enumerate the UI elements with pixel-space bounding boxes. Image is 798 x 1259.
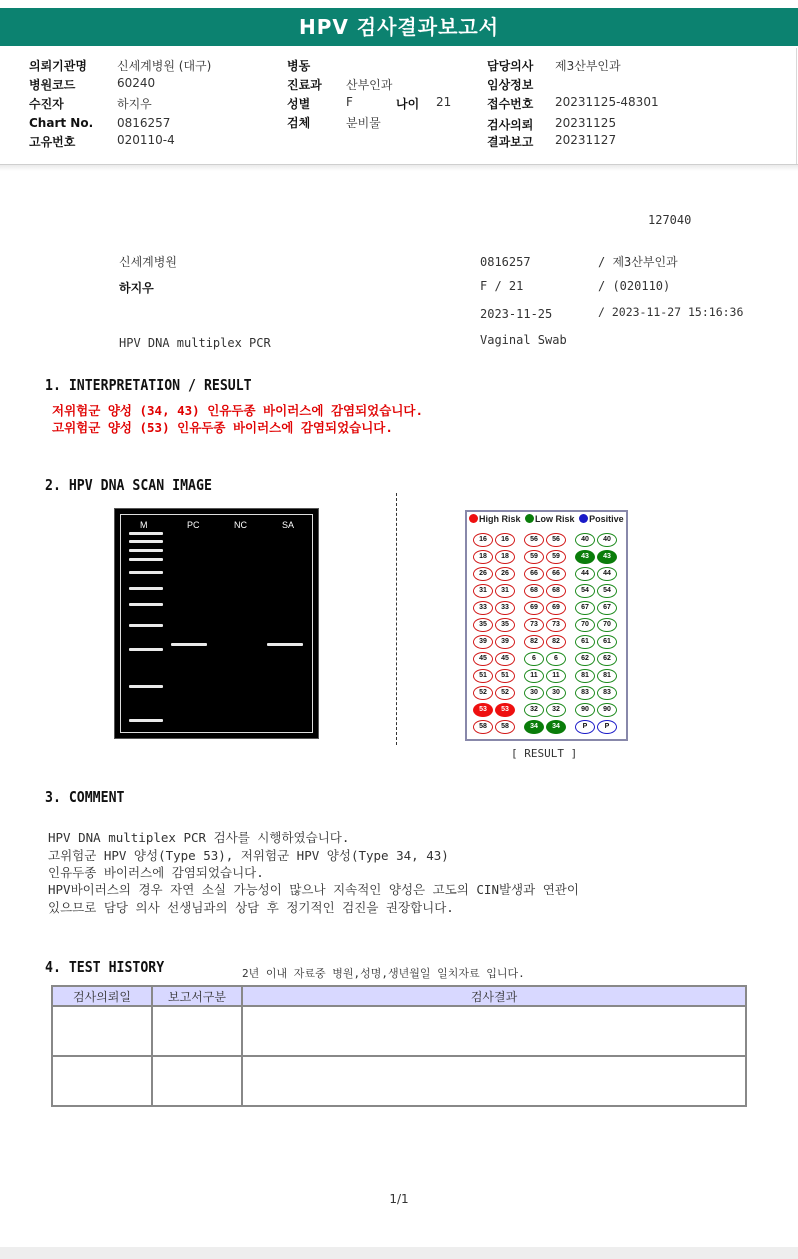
label-clinical-info: 임상정보 <box>487 78 534 92</box>
report-hospital: 신세계병원 <box>119 255 177 269</box>
value-receipt-no: 20231125-48301 <box>555 95 659 109</box>
genotype-pill-52: 52 <box>495 686 515 700</box>
label-chart-no: Chart No. <box>29 116 94 130</box>
genotype-pill-59: 59 <box>524 550 544 564</box>
hpv-genotype-panel <box>465 510 628 741</box>
genotype-pill-66: 66 <box>546 567 566 581</box>
positive-dot-icon <box>579 514 588 523</box>
genotype-pill-81: 81 <box>597 669 617 683</box>
genotype-pill-44: 44 <box>597 567 617 581</box>
header-shadow <box>0 165 798 171</box>
genotype-pill-61: 61 <box>575 635 595 649</box>
legend-positive: Positive <box>589 514 624 524</box>
genotype-pill-30: 30 <box>546 686 566 700</box>
table-cell <box>52 1006 152 1056</box>
genotype-pill-68: 68 <box>546 584 566 598</box>
interpretation-line-2: 고위험군 양성 (53) 인유두종 바이러스에 감염되었습니다. <box>52 420 393 435</box>
genotype-pill-6: 6 <box>524 652 544 666</box>
comment-line-1: HPV DNA multiplex PCR 검사를 시행하였습니다. <box>48 830 350 845</box>
genotype-pill-30: 30 <box>524 686 544 700</box>
genotype-pill-82: 82 <box>546 635 566 649</box>
genotype-pill-18: 18 <box>473 550 493 564</box>
genotype-pill-83: 83 <box>575 686 595 700</box>
genotype-pill-11: 11 <box>546 669 566 683</box>
genotype-pill-51: 51 <box>495 669 515 683</box>
lane-label-pc: PC <box>187 520 200 530</box>
pc-band <box>171 643 207 646</box>
value-unique-no: 020110-4 <box>117 133 175 147</box>
value-specimen: 분비물 <box>346 116 381 130</box>
marker-band <box>129 571 163 574</box>
value-department: 산부인과 <box>346 78 393 92</box>
genotype-pill-67: 67 <box>597 601 617 615</box>
table-row <box>52 1006 746 1056</box>
genotype-pill-45: 45 <box>473 652 493 666</box>
genotype-pill-56: 56 <box>524 533 544 547</box>
label-requesting-institution: 의뢰기관명 <box>29 59 87 73</box>
gel-electrophoresis-image <box>115 509 318 738</box>
header-right-border <box>796 48 797 164</box>
genotype-pill-43: 43 <box>597 550 617 564</box>
report-datetime: / 2023-11-27 15:16:36 <box>598 305 744 319</box>
label-receipt-no: 접수번호 <box>487 97 534 111</box>
col-request-date: 검사의뢰일 <box>52 986 152 1006</box>
genotype-pill-53: 53 <box>473 703 493 717</box>
marker-band <box>129 685 163 688</box>
genotype-pill-58: 58 <box>495 720 515 734</box>
report-code: 127040 <box>648 213 692 227</box>
genotype-pill-81: 81 <box>575 669 595 683</box>
genotype-pill-43: 43 <box>575 550 595 564</box>
value-requesting-institution: 신세계병원 (대구) <box>117 59 212 73</box>
marker-band <box>129 603 163 606</box>
label-department: 진료과 <box>287 78 322 92</box>
genotype-pill-31: 31 <box>473 584 493 598</box>
value-hospital-code: 60240 <box>117 76 156 90</box>
label-patient: 수진자 <box>29 97 64 111</box>
genotype-pill-90: 90 <box>575 703 595 717</box>
genotype-pill-62: 62 <box>575 652 595 666</box>
genotype-pill-54: 54 <box>597 584 617 598</box>
section-scan-image-title: 2. HPV DNA SCAN IMAGE <box>45 476 212 494</box>
genotype-pill-52: 52 <box>473 686 493 700</box>
gel-frame <box>120 514 313 733</box>
report-department: / 제3산부인과 <box>598 255 678 269</box>
genotype-pill-56: 56 <box>546 533 566 547</box>
comment-line-4: HPV바이러스의 경우 자연 소실 가능성이 많으나 지속적인 양성은 고도의 CIN발생과 연관이 <box>48 882 579 897</box>
value-age: 21 <box>436 95 452 109</box>
genotype-pill-6: 6 <box>546 652 566 666</box>
panel-legend <box>469 514 626 524</box>
marker-band <box>129 558 163 561</box>
report-receive-date: 2023-11-25 <box>480 307 553 321</box>
genotype-pill-61: 61 <box>597 635 617 649</box>
genotype-pill-70: 70 <box>597 618 617 632</box>
value-doctor: 제3산부인과 <box>555 59 621 73</box>
genotype-pill-33: 33 <box>495 601 515 615</box>
genotype-pill-39: 39 <box>495 635 515 649</box>
label-doctor: 담당의사 <box>487 59 534 73</box>
lane-label-sa: SA <box>282 520 295 530</box>
genotype-pill-58: 58 <box>473 720 493 734</box>
genotype-pill-82: 82 <box>524 635 544 649</box>
genotype-pill-31: 31 <box>495 584 515 598</box>
comment-line-5: 있으므로 담당 의사 선생님과의 상담 후 정기적인 검진을 권장합니다. <box>48 900 454 915</box>
interpretation-line-1: 저위험군 양성 (34, 43) 인유두종 바이러스에 감염되었습니다. <box>52 403 424 418</box>
genotype-pill-66: 66 <box>524 567 544 581</box>
genotype-pill-16: 16 <box>495 533 515 547</box>
label-request-date: 검사의뢰 <box>487 118 534 132</box>
genotype-pill-45: 45 <box>495 652 515 666</box>
section-interpretation-title: 1. INTERPRETATION / RESULT <box>45 376 252 394</box>
sa-band <box>267 643 303 646</box>
table-row <box>52 1056 746 1106</box>
legend-high-risk: High Risk <box>479 514 521 524</box>
table-header-row <box>52 986 746 1006</box>
bottom-strip <box>0 1247 798 1259</box>
table-cell <box>242 1056 746 1106</box>
table-cell <box>152 1006 242 1056</box>
panel-caption: [ RESULT ] <box>511 747 578 760</box>
genotype-pill-54: 54 <box>575 584 595 598</box>
history-note: 2년 이내 자료중 병원,성명,생년월일 일치자료 입니다. <box>242 967 525 980</box>
genotype-pill-62: 62 <box>597 652 617 666</box>
genotype-pill-73: 73 <box>546 618 566 632</box>
comment-line-2: 고위험군 HPV 양성(Type 53), 저위험군 HPV 양성(Type 34, 43) <box>48 848 449 863</box>
genotype-pill-26: 26 <box>495 567 515 581</box>
label-hospital-code: 병원코드 <box>29 78 76 92</box>
genotype-pill-83: 83 <box>597 686 617 700</box>
genotype-pill-69: 69 <box>546 601 566 615</box>
genotype-pill-35: 35 <box>473 618 493 632</box>
genotype-pill-51: 51 <box>473 669 493 683</box>
value-chart-no: 0816257 <box>117 116 171 130</box>
label-specimen: 검체 <box>287 116 311 130</box>
genotype-pill-68: 68 <box>524 584 544 598</box>
comment-line-3: 인유두종 바이러스에 감염되었습니다. <box>48 865 264 880</box>
value-patient: 하지우 <box>117 97 152 111</box>
genotype-pill-18: 18 <box>495 550 515 564</box>
marker-band <box>129 532 163 535</box>
genotype-pill-16: 16 <box>473 533 493 547</box>
value-request-date: 20231125 <box>555 116 617 130</box>
genotype-pill-90: 90 <box>597 703 617 717</box>
marker-band <box>129 549 163 552</box>
genotype-pill-39: 39 <box>473 635 493 649</box>
report-title: HPV 검사결과보고서 <box>0 8 798 46</box>
genotype-pill-P: P <box>597 720 617 734</box>
high-risk-dot-icon <box>469 514 478 523</box>
genotype-pill-P: P <box>575 720 595 734</box>
genotype-pill-34: 34 <box>524 720 544 734</box>
label-unique-no: 고유번호 <box>29 135 76 149</box>
marker-band <box>129 719 163 722</box>
marker-band <box>129 540 163 543</box>
label-age: 나이 <box>396 97 420 111</box>
genotype-pill-69: 69 <box>524 601 544 615</box>
marker-band <box>129 624 163 627</box>
col-result: 검사결과 <box>242 986 746 1006</box>
genotype-pill-67: 67 <box>575 601 595 615</box>
report-unique-id: / (020110) <box>598 279 671 293</box>
genotype-pill-53: 53 <box>495 703 515 717</box>
section-test-history-title: 4. TEST HISTORY <box>45 958 165 976</box>
genotype-pill-33: 33 <box>473 601 493 615</box>
image-divider <box>396 493 397 745</box>
genotype-pill-32: 32 <box>524 703 544 717</box>
genotype-pill-40: 40 <box>597 533 617 547</box>
report-patient-name: 하지우 <box>119 281 154 295</box>
label-sex: 성별 <box>287 97 311 111</box>
genotype-pill-32: 32 <box>546 703 566 717</box>
report-specimen: Vaginal Swab <box>480 333 567 347</box>
legend-low-risk: Low Risk <box>535 514 575 524</box>
genotype-pill-35: 35 <box>495 618 515 632</box>
genotype-pill-73: 73 <box>524 618 544 632</box>
report-sex-age: F / 21 <box>480 279 524 293</box>
marker-band <box>129 587 163 590</box>
table-cell <box>52 1056 152 1106</box>
lane-label-nc: NC <box>234 520 247 530</box>
genotype-pill-11: 11 <box>524 669 544 683</box>
genotype-pill-34: 34 <box>546 720 566 734</box>
test-history-table <box>51 985 747 1107</box>
label-ward: 병동 <box>287 59 311 73</box>
marker-band <box>129 648 163 651</box>
genotype-pill-59: 59 <box>546 550 566 564</box>
value-report-date: 20231127 <box>555 133 617 147</box>
value-sex: F <box>346 95 353 109</box>
genotype-pill-70: 70 <box>575 618 595 632</box>
label-report-date: 결과보고 <box>487 135 534 149</box>
lane-label-m: M <box>140 520 148 530</box>
table-cell <box>242 1006 746 1056</box>
genotype-pill-40: 40 <box>575 533 595 547</box>
low-risk-dot-icon <box>525 514 534 523</box>
report-test-name: HPV DNA multiplex PCR <box>119 336 271 350</box>
section-comment-title: 3. COMMENT <box>45 788 125 806</box>
report-chart-no: 0816257 <box>480 255 531 269</box>
page-number: 1/1 <box>389 1192 409 1206</box>
genotype-pill-44: 44 <box>575 567 595 581</box>
col-report-type: 보고서구분 <box>152 986 242 1006</box>
genotype-pill-26: 26 <box>473 567 493 581</box>
table-cell <box>152 1056 242 1106</box>
